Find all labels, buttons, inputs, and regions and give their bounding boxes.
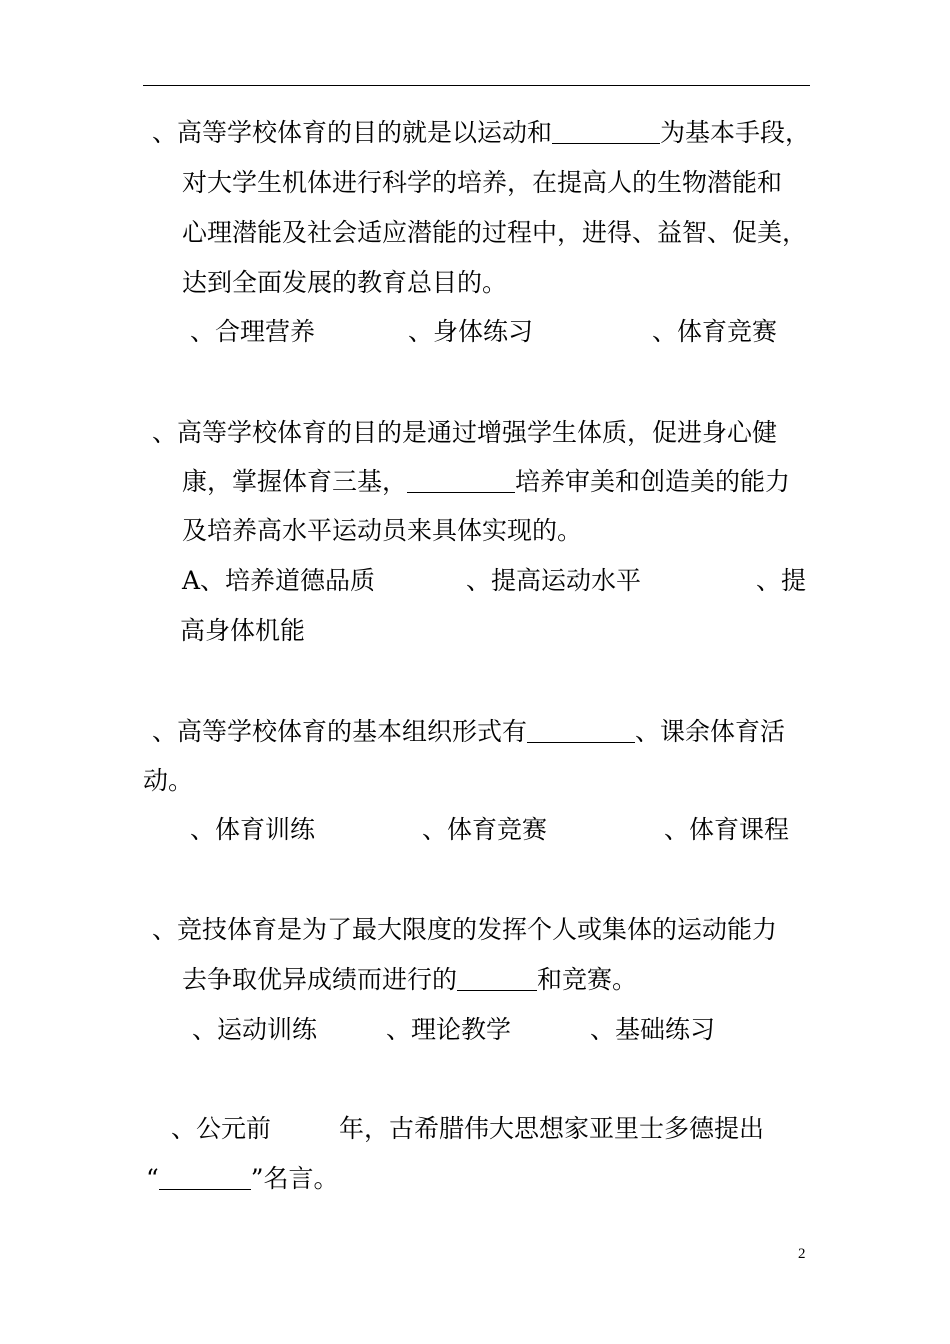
q3-option-c[interactable]: 、体育课程 [664, 815, 790, 844]
q1-option-a[interactable]: 、合理营养 [190, 317, 316, 346]
q5-line-1 [171, 1113, 764, 1145]
q1-line-1 [152, 117, 810, 149]
q1-text-a: 、高等学校体育的目的就是以运动和 [152, 118, 553, 147]
page-number: 2 [798, 1246, 806, 1262]
q1-line-3: 心理潜能及社会适应潜能的过程中，进得、益智、促美， [182, 218, 808, 247]
q4-option-a[interactable]: 、运动训练 [192, 1015, 318, 1044]
q3-answer-blank[interactable] [527, 716, 635, 743]
q4-text-a: 去争取优异成绩而进行的 [182, 965, 458, 994]
q2-option-c[interactable]: 、提 [756, 566, 807, 595]
q5-text-c: ”名言。 [250, 1164, 339, 1193]
q5-text-a: 、公元前 [171, 1114, 272, 1143]
q2-option-c-wrap[interactable]: 高身体机能 [180, 616, 306, 645]
q5-line-2 [146, 1163, 339, 1195]
q1-line-4: 达到全面发展的教育总目的。 [182, 268, 508, 297]
q5-answer-blank[interactable] [159, 1163, 251, 1190]
q2-text-a: 康，掌握体育三基， [182, 467, 408, 496]
q4-answer-blank[interactable] [457, 964, 537, 991]
q4-option-c[interactable]: 、基础练习 [590, 1015, 716, 1044]
q2-line-3: 及培养高水平运动员来具体实现的。 [182, 516, 583, 545]
q2-line-1: 、高等学校体育的目的是通过增强学生体质，促进身心健 [152, 418, 778, 447]
q2-option-b[interactable]: 、提高运动水平 [466, 566, 642, 595]
q1-answer-blank[interactable] [552, 117, 660, 144]
q3-line-2: 动。 [143, 766, 194, 795]
q3-option-a[interactable]: 、体育训练 [190, 815, 316, 844]
q2-option-a[interactable]: A、培养道德品质 [182, 566, 376, 595]
q4-option-b[interactable]: 、理论教学 [386, 1015, 512, 1044]
q4-line-1: 、竞技体育是为了最大限度的发挥个人或集体的运动能力 [152, 915, 778, 944]
q2-line-2 [182, 466, 790, 498]
q5-open-quote: “ [146, 1164, 159, 1193]
q3-line-1 [152, 716, 785, 748]
q2-text-b: 培养审美和创造美的能力 [515, 467, 791, 496]
header-rule [143, 85, 810, 86]
q1-text-b: 为基本手段， [660, 118, 811, 147]
q1-line-2: 对大学生机体进行科学的培养，在提高人的生物潜能和 [182, 168, 783, 197]
q3-text-b: 、课余体育活 [635, 717, 786, 746]
q4-text-b: 和竞赛。 [537, 965, 638, 994]
q1-option-c[interactable]: 、体育竞赛 [652, 317, 778, 346]
q1-option-b[interactable]: 、身体练习 [408, 317, 534, 346]
q2-answer-blank[interactable] [407, 466, 515, 493]
q3-option-b[interactable]: 、体育竞赛 [422, 815, 548, 844]
q5-text-b: 年，古希腊伟大思想家亚里士多德提出 [339, 1114, 765, 1143]
q4-line-2 [182, 964, 637, 996]
q3-text-a: 、高等学校体育的基本组织形式有 [152, 717, 528, 746]
